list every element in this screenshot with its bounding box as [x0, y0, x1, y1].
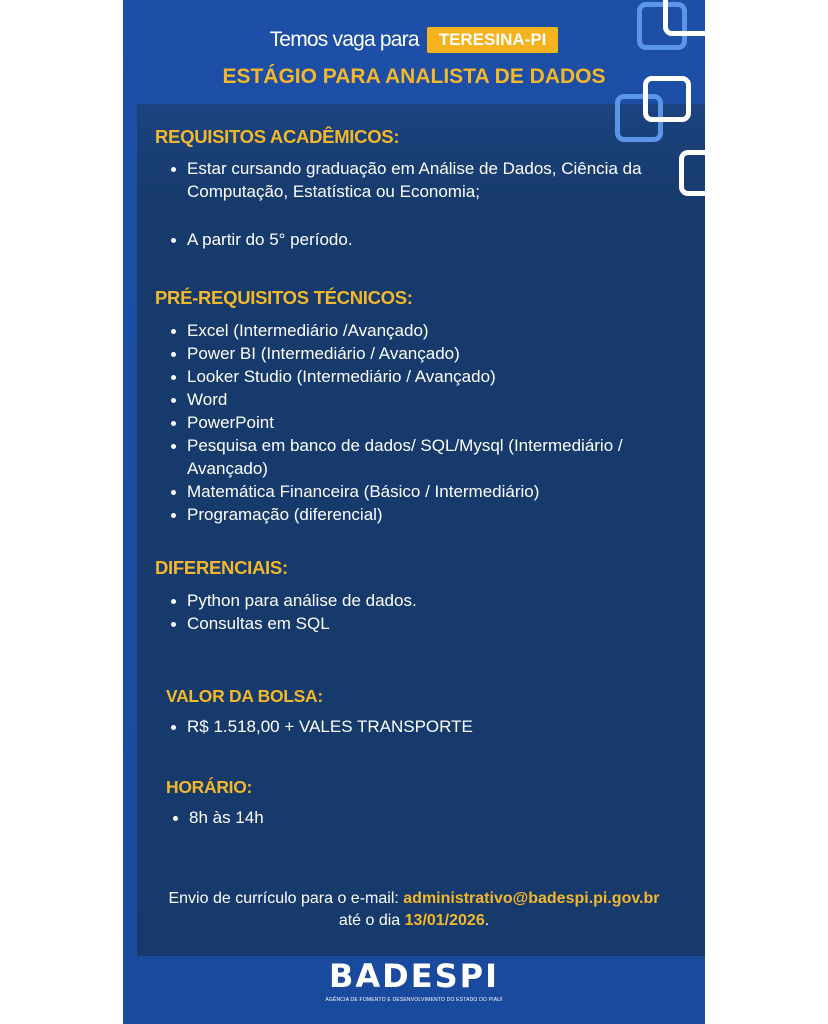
list-item: Looker Studio (Intermediário / Avançado) — [169, 365, 687, 388]
footer-text: Envio de currículo para o e-mail: — [168, 890, 404, 907]
footer-line-email — [123, 888, 705, 910]
list-item: 8h às 14h — [171, 806, 689, 829]
list-item: Power BI (Intermediário / Avançado) — [169, 342, 687, 365]
job-poster — [123, 0, 705, 1024]
list-item: Word — [169, 388, 687, 411]
list-item: Consultas em SQL — [169, 612, 687, 635]
list-item: R$ 1.518,00 + VALES TRANSPORTE — [169, 715, 687, 738]
list-item: Programação (diferencial) — [169, 503, 687, 526]
intro-text: Temos vaga para — [269, 28, 419, 51]
salary-heading: VALOR DA BOLSA: — [166, 686, 323, 706]
academic-heading: REQUISITOS ACADÊMICOS: — [155, 126, 400, 147]
list-item: Python para análise de dados. — [169, 589, 687, 612]
list-item: PowerPoint — [169, 411, 687, 434]
footer-line-deadline — [123, 910, 705, 932]
footer-text: . — [484, 912, 490, 929]
list-item: Matemática Financeira (Básico / Intermediário) — [169, 480, 687, 503]
logo-tagline: AGÊNCIA DE FOMENTO E DESENVOLVIMENTO DO ESTADO DO PIAUÍ — [325, 997, 503, 1003]
location-badge: TERESINA-PI — [427, 27, 559, 53]
list-item: Excel (Intermediário /Avançado) — [169, 319, 687, 342]
deadline-date: 13/01/2026 — [404, 912, 485, 929]
contact-email[interactable]: administrativo@badespi.pi.gov.br — [403, 890, 660, 907]
badespi-logo — [123, 958, 705, 1004]
application-instructions — [123, 888, 705, 932]
technical-heading: PRÉ-REQUISITOS TÉCNICOS: — [155, 287, 413, 308]
headline — [123, 26, 705, 54]
job-title: ESTÁGIO PARA ANALISTA DE DADOS — [222, 65, 606, 88]
list-item: Estar cursando graduação em Análise de Dados, Ciência da Computação, Estatística ou Economia; — [169, 157, 667, 203]
list-item: A partir do 5° período. — [169, 228, 687, 251]
logo-wordmark: BADESPI — [329, 957, 499, 995]
decorative-square-icon — [679, 150, 725, 196]
extras-heading: DIFERENCIAIS: — [155, 557, 288, 578]
schedule-heading: HORÁRIO: — [166, 777, 253, 797]
list-item: Pesquisa em banco de dados/ SQL/Mysql (Intermediário / Avançado) — [169, 434, 687, 480]
footer-text: até o dia — [338, 912, 405, 929]
